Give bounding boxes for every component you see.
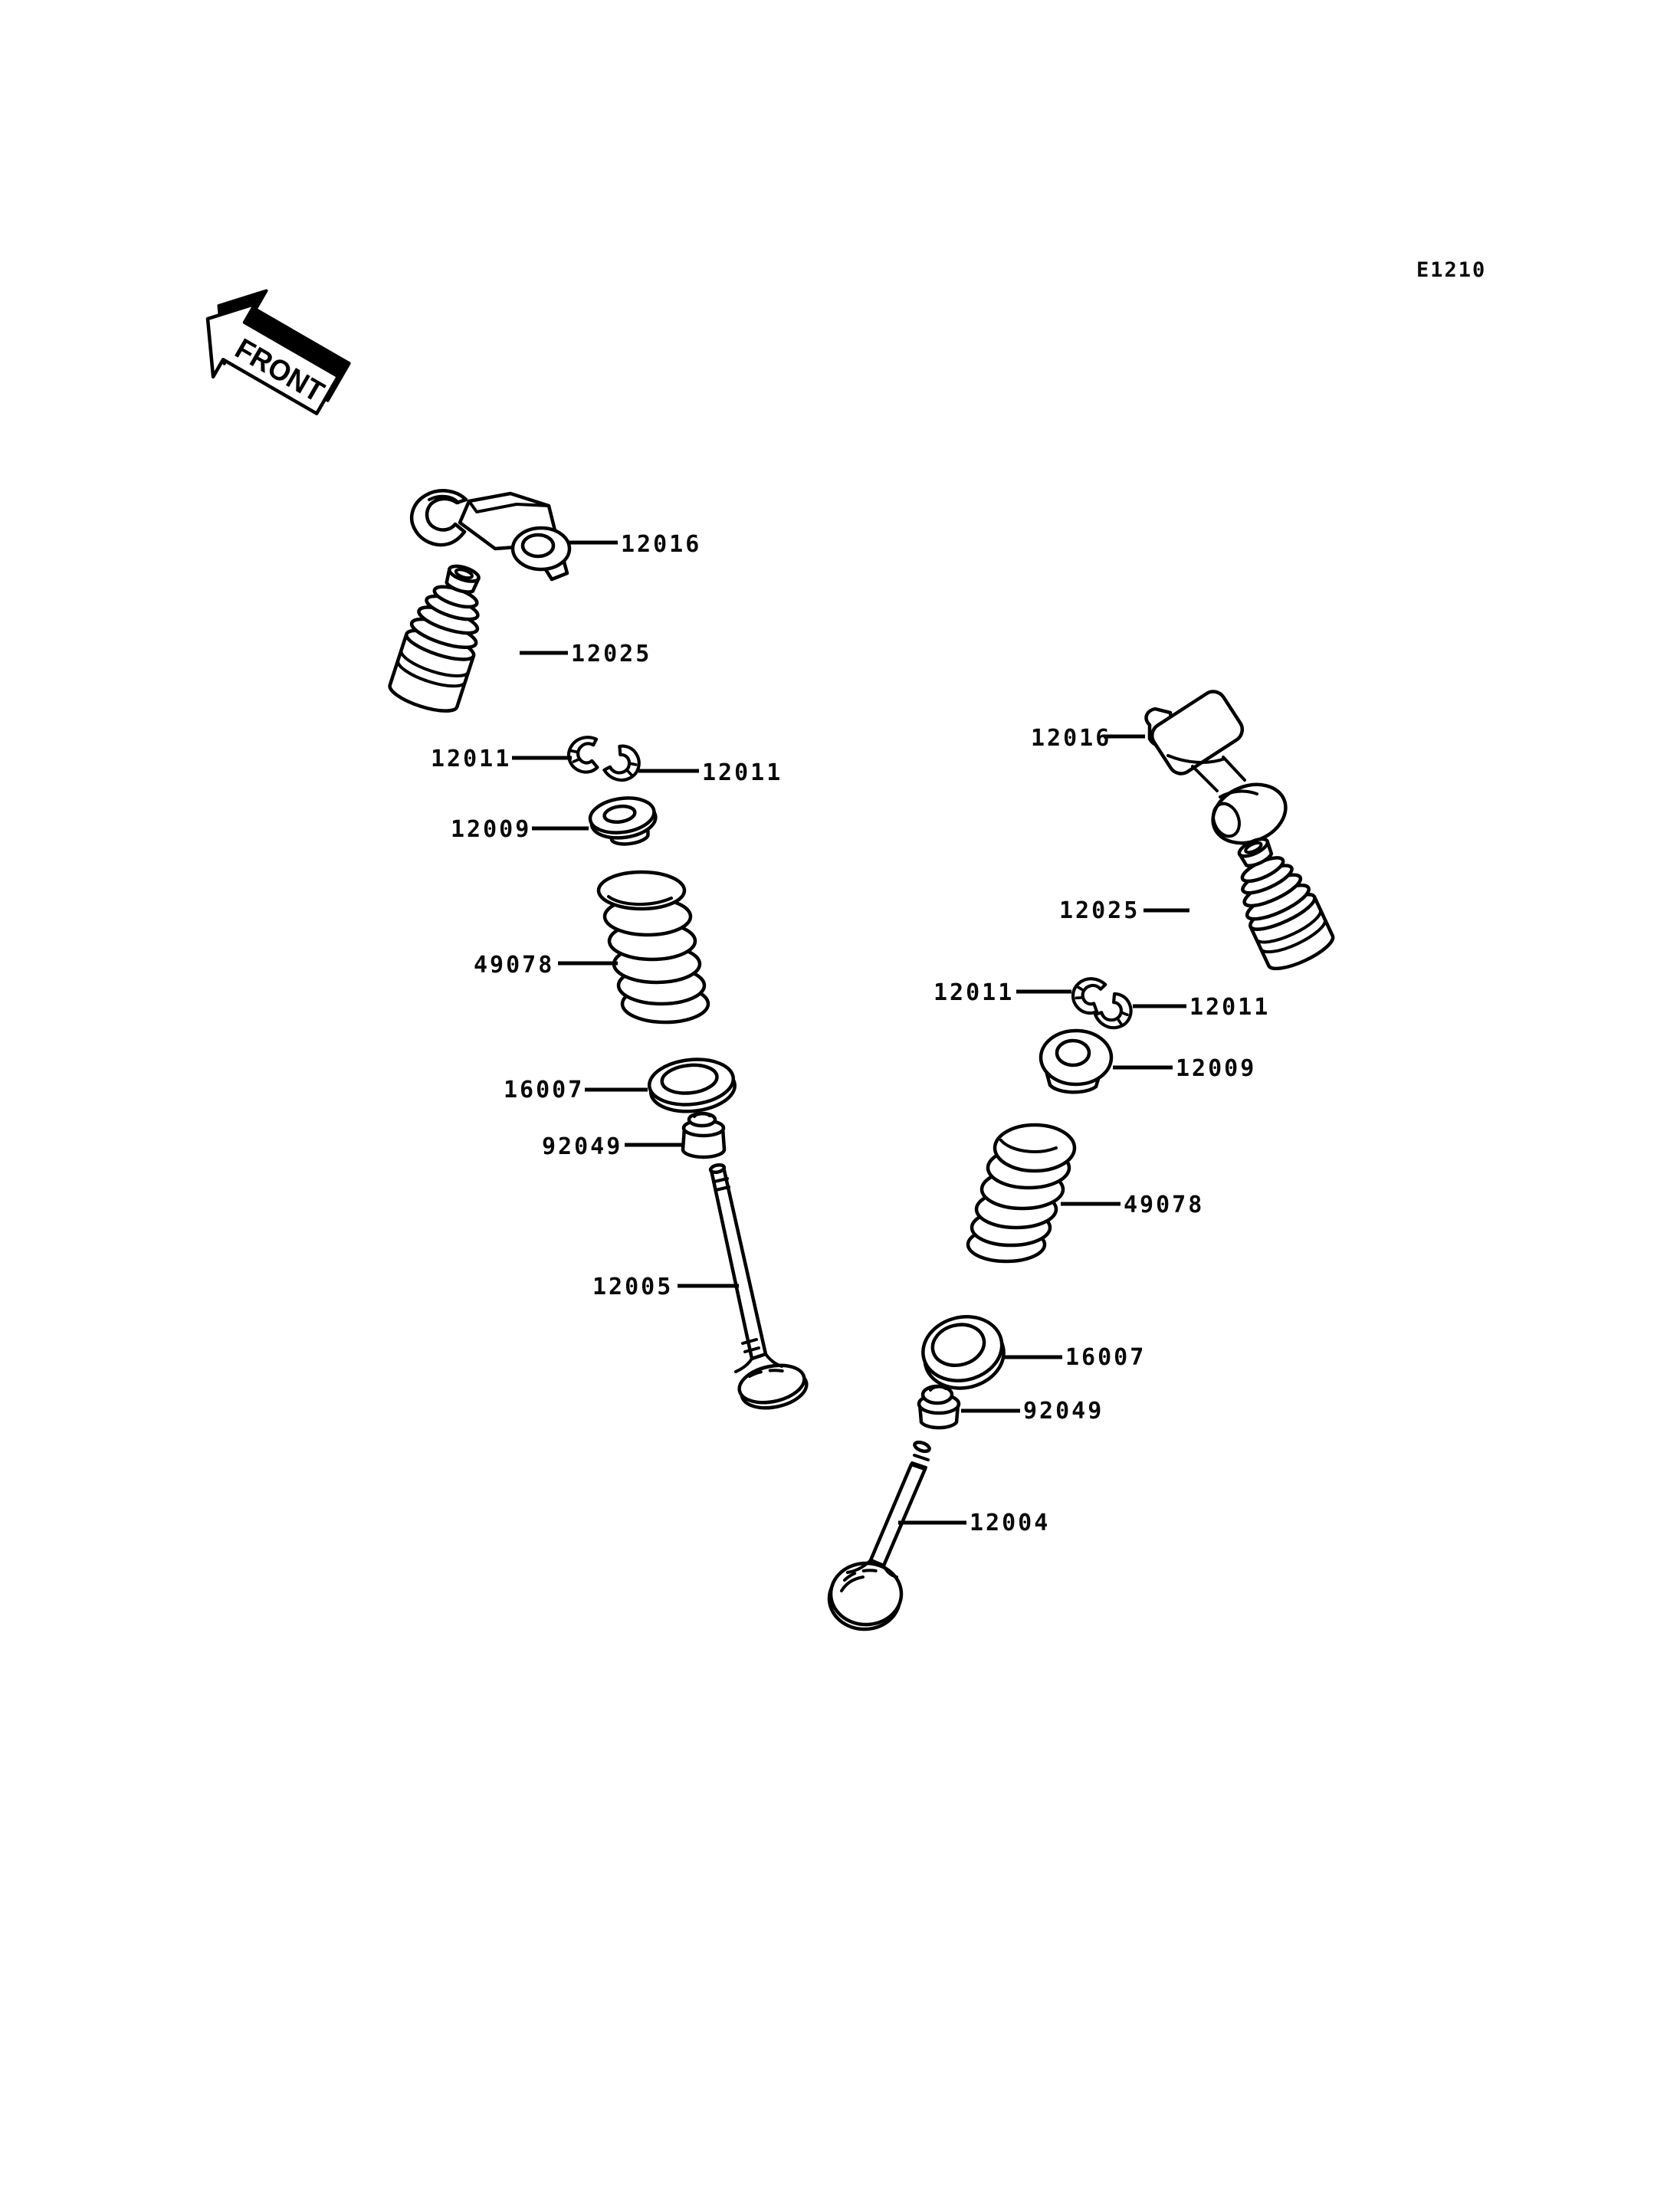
label-spring-seat-right: 16007 — [1065, 1344, 1147, 1371]
spring-left-part — [599, 872, 708, 1022]
rocker-arm-left-part — [412, 490, 569, 579]
tappet-left-part — [386, 557, 498, 717]
spring-seat-left-part — [647, 1055, 737, 1115]
retainer-right-part — [1041, 1031, 1111, 1092]
label-keeper-b-right: 12011 — [1189, 994, 1271, 1021]
front-arrow — [184, 272, 360, 432]
labels-right — [934, 725, 1270, 1536]
stem-seal-left-part — [683, 1113, 724, 1157]
label-retainer-left: 12009 — [451, 816, 532, 843]
label-keeper-a-right: 12011 — [934, 979, 1015, 1006]
page-code: E1210 — [1416, 258, 1487, 282]
label-tappet-right: 12025 — [1059, 897, 1140, 924]
label-keeper-b-left: 12011 — [702, 759, 783, 786]
label-keeper-a-left: 12011 — [431, 746, 512, 772]
label-valve-left: 12005 — [592, 1274, 674, 1300]
label-stem-seal-left: 92049 — [542, 1133, 623, 1160]
spring-seat-right-part — [916, 1309, 1010, 1396]
label-spring-left: 49078 — [474, 952, 555, 979]
valve-left-part — [710, 1164, 810, 1414]
label-retainer-right: 12009 — [1176, 1055, 1257, 1082]
label-spring-right: 49078 — [1124, 1192, 1205, 1218]
label-spring-seat-left: 16007 — [504, 1077, 585, 1103]
stem-seal-right-part — [919, 1386, 959, 1428]
tappet-right-part — [1218, 828, 1337, 976]
valve-right-part — [829, 1441, 930, 1629]
label-rocker-arm-right: 12016 — [1031, 725, 1112, 752]
rocker-arm-right-part — [1147, 687, 1294, 853]
label-rocker-arm-left: 12016 — [621, 531, 702, 558]
label-stem-seal-right: 92049 — [1023, 1398, 1104, 1425]
spring-right-part — [968, 1125, 1075, 1261]
keepers-right-part — [1069, 975, 1138, 1035]
front-arrow-label: FRONT — [229, 333, 333, 412]
label-valve-right: 12004 — [970, 1510, 1051, 1536]
keepers-left-part — [567, 736, 645, 787]
label-tappet-left: 12025 — [571, 641, 652, 667]
retainer-left-part — [588, 794, 659, 848]
